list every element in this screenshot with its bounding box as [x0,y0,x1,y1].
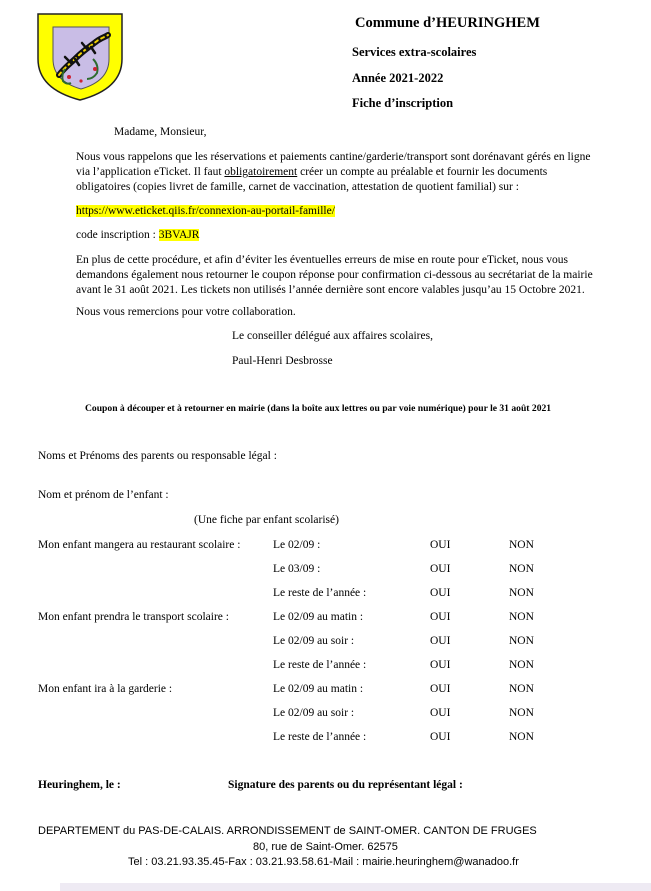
code-label: code inscription : [76,229,159,241]
row-question: Mon enfant ira à la garderie : [38,683,173,695]
no-choice[interactable]: NON [509,587,534,599]
portal-link[interactable] [76,205,335,217]
row-option-label: Le 02/09 : [273,539,321,551]
row-option-label: Le 02/09 au matin : [273,611,364,623]
row-option-label: Le reste de l’année : [273,659,367,671]
signer-name: Paul-Henri Desbrosse [232,355,333,367]
one-form-note: (Une fiche par enfant scolarisé) [194,514,339,526]
no-choice[interactable]: NON [509,731,534,743]
procedure-paragraph [76,253,596,298]
footer-contact: Tel : 03.21.93.35.45-Fax : 03.21.93.58.61-Mail : mairie.heuringhem@wanadoo.fr [128,856,519,868]
no-choice[interactable]: NON [509,539,534,551]
row-option-label: Le 03/09 : [273,563,321,575]
thanks-line: Nous vous remercions pour votre collaboration. [76,306,296,318]
row-option-label: Le reste de l’année : [273,587,367,599]
intro-text-2: créer un compte au préalable et fournir les documents obligatoires (copies livret de famille, carnet de vaccination, attestation de quotient familial) sur : [76,166,548,193]
signature-label: Signature des parents ou du représentant légal : [228,779,463,791]
yes-choice[interactable]: OUI [430,635,451,647]
parents-label: Noms et Prénoms des parents ou responsable légal : [38,450,277,462]
form-title: Fiche d’inscription [352,96,454,110]
yes-choice[interactable]: OUI [430,731,451,743]
row-option-label: Le 02/09 au soir : [273,707,355,719]
intro-paragraph [76,150,596,195]
no-choice[interactable]: NON [509,563,534,575]
child-label: Nom et prénom de l’enfant : [38,489,169,501]
coat-of-arms-logo [35,11,125,102]
row-option-label: Le 02/09 au soir : [273,635,355,647]
row-question: Mon enfant prendra le transport scolaire : [38,611,229,623]
row-option-label: Le reste de l’année : [273,731,367,743]
service-title: Services extra-scolaires [352,45,477,59]
registration-code-line [76,229,199,241]
footer-department: DEPARTEMENT du PAS-DE-CALAIS. ARRONDISSEMENT de SAINT-OMER. CANTON DE FRUGES [38,825,537,837]
yes-choice[interactable]: OUI [430,539,451,551]
intro-underlined: obligatoirement [224,166,298,178]
footer-address: 80, rue de Saint-Omer. 62575 [253,841,398,853]
yes-choice[interactable]: OUI [430,683,451,695]
coupon-title: Coupon à découper et à retourner en mairie (dans la boîte aux lettres ou par voie numérique) pour le 31 août 2021 [85,403,552,414]
code-value: 3BVAJR [158,229,200,241]
page-bottom-edge [60,883,651,891]
place-date-label: Heuringhem, le : [38,779,121,791]
procedure-text: En plus de cette procédure, et afin d’éviter les éventuelles erreurs de mise en route pour eTicket, nous vous demandons également nous retourner le coupon réponse pour confirmation ci-dessous au secrétariat de la mairie avant le 31 août 2021. Les tickets non utilisés l’année dernière sont encore valables jusqu’au 15 Octobre 2021. [76,254,593,296]
yes-choice[interactable]: OUI [430,659,451,671]
intro-text-1: Nous vous rappelons que les réservations et paiements cantine/garderie/transport sont dorénavant gérés en ligne via l’application eTicket. Il faut [76,151,591,178]
yes-choice[interactable]: OUI [430,563,451,575]
no-choice[interactable]: NON [509,707,534,719]
yes-choice[interactable]: OUI [430,707,451,719]
portal-url[interactable]: https://www.eticket.qiis.fr/connexion-au-portail-famille/ [76,205,335,217]
no-choice[interactable]: NON [509,659,534,671]
salutation: Madame, Monsieur, [114,126,207,138]
year-title: Année 2021-2022 [352,71,444,85]
row-question: Mon enfant mangera au restaurant scolaire : [38,539,241,551]
signer-role: Le conseiller délégué aux affaires scolaires, [232,330,433,342]
no-choice[interactable]: NON [509,611,534,623]
yes-choice[interactable]: OUI [430,611,451,623]
no-choice[interactable]: NON [509,683,534,695]
commune-name: Commune d’HEURINGHEM [355,15,540,31]
row-option-label: Le 02/09 au matin : [273,683,364,695]
yes-choice[interactable]: OUI [430,587,451,599]
no-choice[interactable]: NON [509,635,534,647]
